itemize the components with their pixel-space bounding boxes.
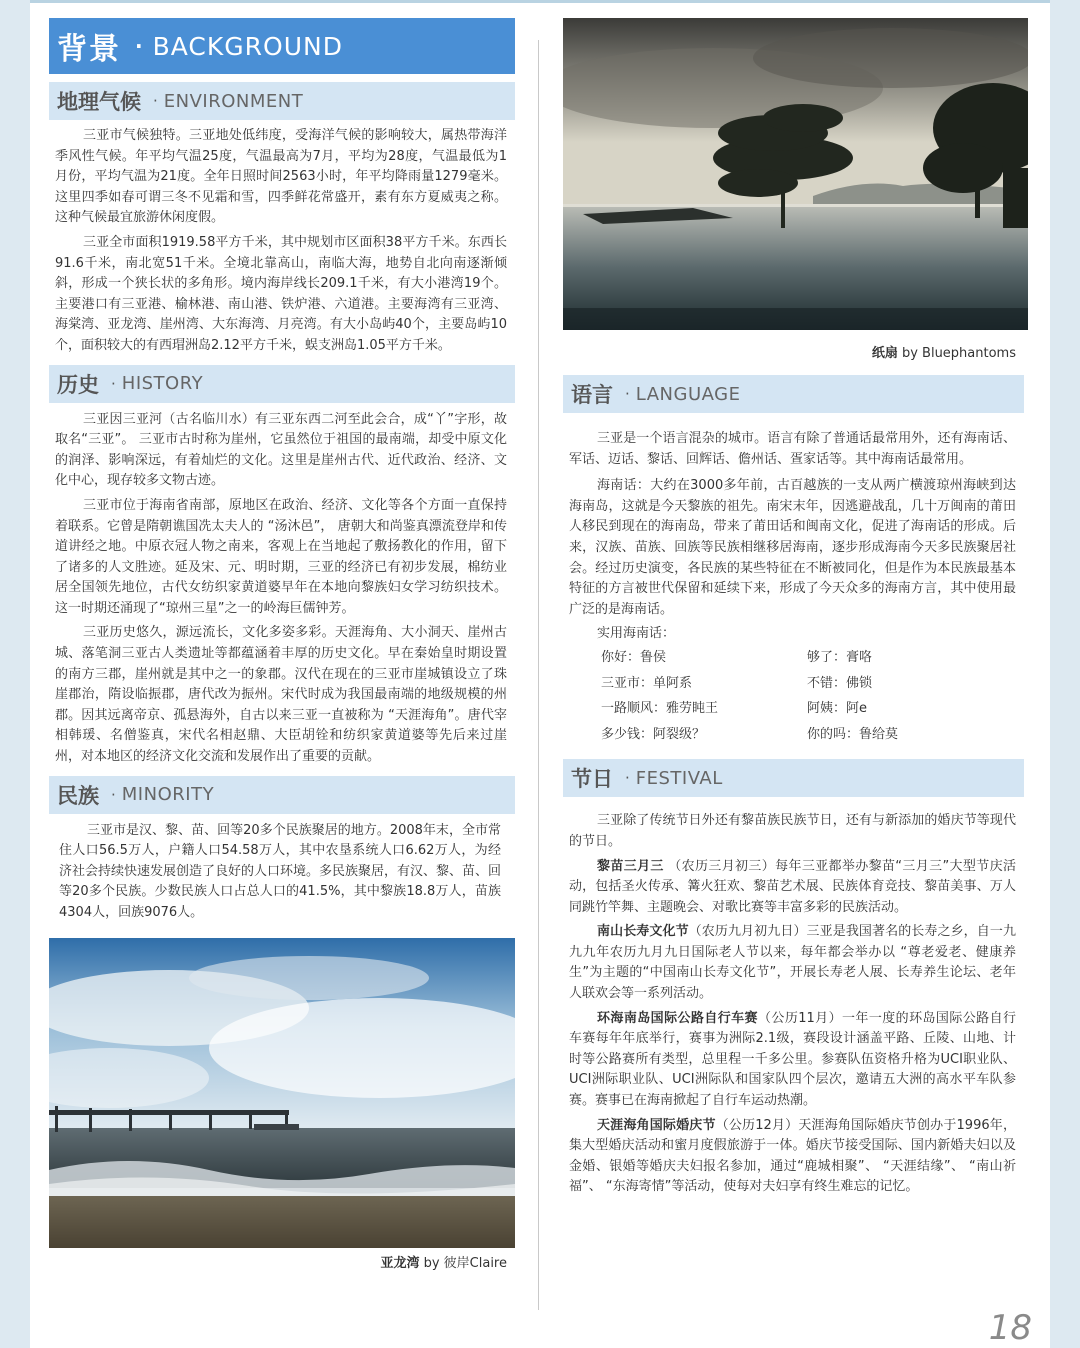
festival-item-title: 黎苗三月三 xyxy=(597,858,664,874)
history-paragraph: 三亚因三亚河（古名临川水）有三亚东西二河至此会合，成“丫”字形，故取名“三亚”。 三亚市古时称为崖州，它虽然位于祖国的最南端，却受中原文化的润泽、影响深远，有着灿烂的文化。这里是崖州古代、近代政治、经济、文化中心，现存较多文物古迹。 xyxy=(55,411,507,489)
title-separator: · xyxy=(625,769,630,788)
festival-item xyxy=(569,1116,1016,1198)
phrase: 够了：膏咯 xyxy=(807,649,873,665)
right-photo-caption xyxy=(563,342,1024,361)
pool-scene-image xyxy=(563,18,1028,330)
minority-banner xyxy=(49,776,515,814)
environment-banner xyxy=(49,82,515,120)
background-banner xyxy=(49,18,515,74)
right-column xyxy=(563,18,1024,1198)
festival-title-en: FESTIVAL xyxy=(635,767,723,789)
phrase-list xyxy=(601,645,1021,747)
environment-body xyxy=(49,120,515,357)
environment-title-en: ENVIRONMENT xyxy=(163,90,304,112)
language-body xyxy=(563,413,1024,747)
yalong-bay-photo xyxy=(49,938,515,1248)
page-number: 18 xyxy=(988,1308,1032,1348)
festival-body xyxy=(563,797,1024,1198)
column-divider xyxy=(538,40,539,1310)
history-paragraph: 三亚市位于海南省南部，原地区在政治、经济、文化等各个方面一直保持着联系。它曾是隋朝谯国冼太夫人的 “汤沐邑”， 唐朝大和尚鉴真漂流登岸和传道讲经之地。中原衣冠人物之南来，客观上在当地起了敷扬教化的作用，留下了诸多的人文胜迹。延及宋、元、明时期，三亚的经济已有初步发展，棉纺业居全国领先地位，古代女纺织家黄道婆早年在本地向黎族妇女学习纺织技术。这一时期还涌现了“琼州三星”之一的岭海巨儒钟芳。 xyxy=(55,497,507,616)
festival-intro: 三亚除了传统节日外还有黎苗族民族节日，还有与新添加的婚庆节等现代的节日。 xyxy=(569,813,1016,849)
phrase-row xyxy=(601,696,1021,722)
title-separator: · xyxy=(135,34,143,58)
phrase: 三亚市：单阿系 xyxy=(601,675,693,691)
phrase: 一路顺风：雅劳盹王 xyxy=(601,701,719,717)
environment-title-cn: 地理气候 xyxy=(57,90,141,114)
language-title-cn: 语言 xyxy=(571,383,613,407)
phrase: 不错：佛锁 xyxy=(807,675,873,691)
environment-paragraph: 三亚市气候独特。三亚地处低纬度，受海洋气候的影响较大，属热带海洋季风性气候。年平均气温25度，气温最高为7月，平均为28度，气温最低为1月份，平均气温为21度。全年日照时间2563小时，年平均降雨量1279毫米。这里四季如春可谓三冬不见霜和雪，四季鲜花常盛开，素有东方夏威夷之称。这种气候最宜旅游休闲度假。 xyxy=(55,128,507,226)
background-title-cn: 背景 xyxy=(57,32,121,67)
festival-item xyxy=(569,1009,1016,1112)
environment-paragraph: 三亚全市面积1919.58平方千米，其中规划市区面积38平方千米。东西长91.6千米，南北宽51千米。全境北靠高山，南临大海，地势自北向南逐渐倾斜，形成一个狭长状的多角形。境内海岸线长209.1千米，有大小港湾19个。主要港口有三亚港、榆林港、南山港、铁炉港、六道港。主要海湾有三亚湾、海棠湾、亚龙湾、崖州湾、大东海湾、月亮湾。有大小岛屿40个，主要岛屿10个，面积较大的有西瑁洲岛2.12平方千米，蜈支洲岛1.05平方千米。 xyxy=(55,234,507,353)
phrase-row xyxy=(601,671,1021,697)
history-title-en: HISTORY xyxy=(121,373,204,395)
title-separator: · xyxy=(111,785,116,804)
phrases-title: 实用海南话： xyxy=(597,626,676,642)
history-body xyxy=(49,403,515,768)
festival-item-title: 天涯海角国际婚庆节 xyxy=(597,1117,716,1133)
festival-item-text: （公历12月）天涯海角国际婚庆节创办于1996年，集大型婚庆活动和蜜月度假旅游于一体。婚庆节接受国际、国内新婚夫妇以及金婚、银婚等婚庆夫妇报名参加，通过“鹿城相聚”、 “天涯结缘”、 “南山祈福”、 “东海寄情”等活动，使每对夫妇享有终生难忘的记忆。 xyxy=(569,1117,1016,1195)
festival-item-title: 环海南岛国际公路自行车赛 xyxy=(597,1010,758,1026)
festival-title-cn: 节日 xyxy=(571,767,613,792)
language-banner xyxy=(563,375,1024,413)
festival-item xyxy=(569,922,1016,1004)
phrase-row xyxy=(601,645,1021,671)
phrase: 你的吗：鲁给莫 xyxy=(807,726,899,742)
minority-title-cn: 民族 xyxy=(57,783,99,808)
top-rule xyxy=(30,0,1050,3)
festival-item-text: （农历三月初三）每年三亚都举办黎苗“三月三”大型节庆活动，包括圣火传承、篝火狂欢、黎苗艺术展、民族体育竞技、黎苗美事、万人同跳竹竿舞、主题晚会、对歌比赛等丰富多彩的民族活动。 xyxy=(569,858,1016,915)
left-column xyxy=(49,18,515,1271)
festival-banner xyxy=(563,759,1024,797)
festival-item-title: 南山长寿文化节 xyxy=(597,924,689,940)
minority-body xyxy=(49,814,515,924)
infinity-pool-photo xyxy=(563,18,1028,330)
festival-item-text: （农历九月初九日）三亚是我国著名的长寿之乡，自一九九九年农历九月九日国际老人节以来，每年都会举办以 “尊老爱老、健康养生”为主题的“中国南山长寿文化节”，开展长寿老人展、长寿养生论坛、老年人联欢会等一系列活动。 xyxy=(569,924,1016,1002)
phrase: 你好：鲁侯 xyxy=(601,649,667,665)
caption-credit: by Bluephantoms xyxy=(897,346,1016,361)
festival-item-text: （公历11月）一年一度的环岛国际公路自行车赛每年年底举行，赛事为洲际2.1级，赛段设计涵盖平路、丘陵、山地、计时等公路赛所有类型，总里程一千多公里。参赛队伍资格升格为UCI职业队、UCI洲际职业队、UCI洲际队和国家队四个层次，邀请五大洲的高水平车队参赛。赛事已在海南掀起了自行车运动热潮。 xyxy=(569,1010,1016,1109)
history-banner xyxy=(49,365,515,403)
history-paragraph: 三亚历史悠久，源远流长，文化多姿多彩。天涯海角、大小洞天、崖州古城、落笔洞三亚古人类遗址等都蕴涵着丰厚的历史文化。早在秦始皇时期设置的南方三郡，崖州就是其中之一的象郡。汉代在现在的三亚市崖城镇设立了珠崖郡治，隋设临振郡，唐代改为振州。宋代时成为我国最南端的地级规模的州郡。因其远离帝京、孤悬海外，自古以来三亚一直被称为 “天涯海角”。唐代宰相韩瑗、名僧鉴真，宋代名相赵鼎、大臣胡铨和纺织家黄道婆等先后来过崖州，对本地区的经济文化交流和发展作出了重要的贡献。 xyxy=(55,625,507,765)
title-separator: · xyxy=(153,92,158,110)
phrase: 阿姨：阿e xyxy=(807,701,867,717)
caption-credit: by 彼岸Claire xyxy=(419,1255,507,1271)
phrase-row xyxy=(601,722,1021,748)
phrase: 多少钱：阿裂级？ xyxy=(601,726,706,742)
title-separator: · xyxy=(111,374,116,393)
festival-item xyxy=(569,857,1016,919)
background-title-en: BACKGROUND xyxy=(152,31,343,61)
left-photo-caption xyxy=(49,1252,515,1271)
caption-title: 纸扇 xyxy=(871,346,898,361)
language-title-en: LANGUAGE xyxy=(635,383,741,405)
language-paragraph: 海南话：大约在3000多年前，古百越族的一支从两广横渡琼州海峡到达海南岛，这就是今天黎族的祖先。南宋末年，因逃避战乱，几十万闽南的莆田人移民到现在的海南岛，带来了莆田话和闽南文化，促进了海南话的形成。后来，汉族、苗族、回族等民族相继移居海南，逐步形成海南今天多民族聚居社会。经过历史演变，各民族的某些特征在不断被同化，但是作为本民族最基本特征的方言被世代保留和延续下来，形成了今天众多的海南方言，其中使用最广泛的是海南话。 xyxy=(569,478,1016,617)
minority-paragraph: 三亚市是汉、黎、苗、回等20多个民族聚居的地方。2008年末，全市常住人口56.5万人，户籍人口54.58万人，其中农垦系统人口6.62万人，为经济社会持续快速发展创造了良好的人口环境。多民族聚居，有汉、黎、苗、回等20多个民族。少数民族人口占总人口的41.5%，其中黎族18.8万人，苗族4304人，回族9076人。 xyxy=(59,822,502,920)
beach-scene-image xyxy=(49,938,515,1248)
title-separator: · xyxy=(625,385,630,403)
language-paragraph: 三亚是一个语言混杂的城市。语言有除了普通话最常用外，还有海南话、军话、迈话、黎话、回辉话、儋州话、疍家话等。其中海南话最常用。 xyxy=(569,431,1016,467)
history-title-cn: 历史 xyxy=(57,372,99,397)
caption-title: 亚龙湾 xyxy=(380,1255,420,1271)
minority-title-en: MINORITY xyxy=(121,784,215,806)
